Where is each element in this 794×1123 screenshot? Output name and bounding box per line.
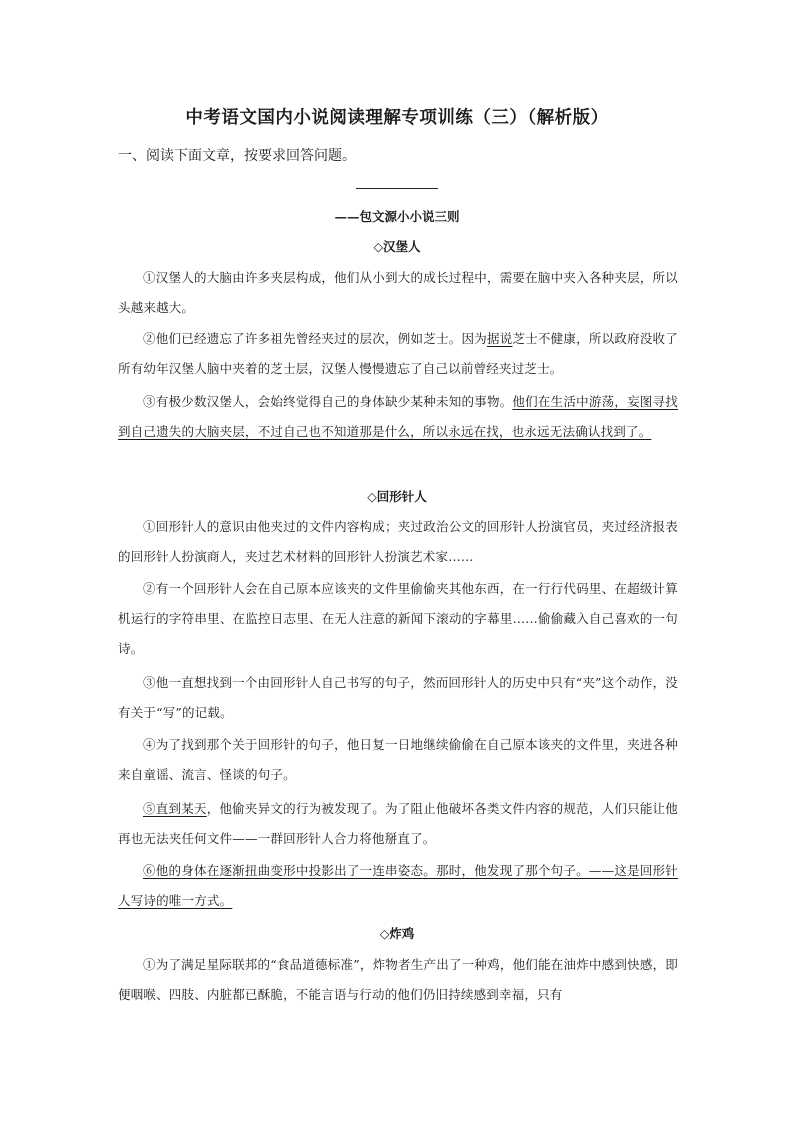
paragraph [118,856,678,916]
paragraph: ②有一个回形针人会在自己原本应该夹的文件里偷偷夹其他东西，在一行行代码里、在超级计算机运行的字符串里、在监控日志里、在无人注意的新闻下滚动的字幕里……偷偷藏入自己喜欢的一句诗。 [118,581,678,656]
paragraph: ④为了找到那个关于回形针的句子，他日复一日地继续偷偷在自己原本该夹的文件里，夹进各种来自童谣、流言、怪谈的句子。 [118,737,678,782]
underlined-phrase: 据说 [486,331,513,346]
byline: ——包文源小小说三则 [334,209,460,224]
underlined-phrase: ⑤直到某天 [143,801,207,816]
section-heading-fried-chicken: ◇炸鸡 [379,926,415,941]
paragraph: ③有极少数汉堡人，会始终觉得自己的身体缺少某种未知的事物。他们在生活中游荡，妄图寻找到自己遗失的大脑夹层，不过自己也不知道那是什么，所以永远在找，也永远无法确认找到了。 [118,394,678,439]
paragraph: ⑤直到某天，他偷夹异文的行为被发现了。为了阻止他破坏各类文件内容的规范，人们只能让他再也无法夹任何文件——一群回形针人合力将他掰直了。 [118,801,678,846]
paragraph: ①回形针人的意识由他夹过的文件内容构成；夹过政治公文的回形针人扮演官员，夹过经济报表的回形针人扮演商人，夹过艺术材料的回形针人扮演艺术家…… [118,519,678,564]
paragraph: ②他们已经遗忘了许多祖先曾经夹过的层次，例如芝士。因为据说芝士不健康，所以政府没收了所有幼年汉堡人脑中夹着的芝士层，汉堡人慢慢遗忘了自己以前曾经夹过芝士。 [118,331,679,376]
section-heading-hamburger: ◇汉堡人 [373,239,421,254]
paragraph: ①汉堡人的大脑由许多夹层构成，他们从小到大的成长过程中，需要在脑中夹入各种夹层，所以头越来越大。 [118,270,678,315]
section-heading-paperclip: ◇回形针人 [367,489,427,504]
paragraph: ①为了满足星际联邦的“食品道德标准”，炸物者生产出了一种鸡，他们能在油炸中感到快感，即便咽喉、四肢、内脏都已酥脆，不能言语与行动的他们仍旧持续感到幸福，只有 [118,957,678,1002]
document-title: 中考语文国内小说阅读理解专项训练（三）（解析版） [185,108,609,128]
underlined-phrase: 他们在生活中游荡，妄图寻找到自己遗失的大脑夹层，不过自己也不知道那是什么，所以永远在找，也永远无法确认找到了。 [118,394,678,439]
paragraph: ③他一直想找到一个由回形针人自己书写的句子，然而回形针人的历史中只有“夹”这个动作，没有关于“写”的记载。 [118,675,678,720]
underlined-phrase: ⑥他的身体在逐渐扭曲变形中投影出了一连串姿态。那时，他发现了那个句子。——这是回形针人写诗的唯一方式。 [118,863,678,908]
instruction-text: 一、阅读下面文章，按要求回答问题。 [118,148,356,164]
title-blank-line [356,188,438,189]
